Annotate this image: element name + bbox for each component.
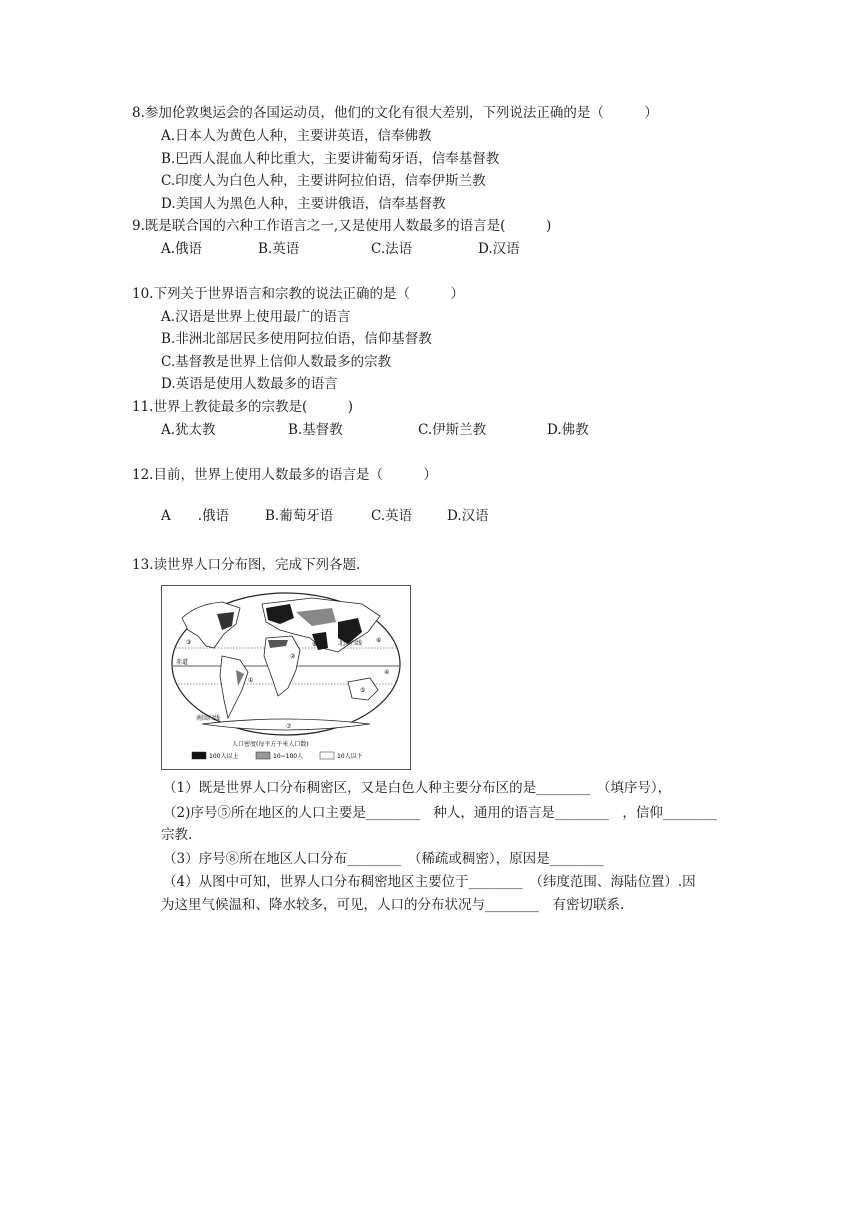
q10-option-d: D.英语是使用人数最多的语言 [161,376,338,392]
q10-option-b: B.非洲北部居民多使用阿拉伯语，信仰基督教 [161,331,432,347]
q13-sub-2-cont: 宗教. [161,827,193,843]
q11-option-d: D.佛教 [547,422,589,438]
q9-option-d: D.汉语 [478,241,520,257]
legend-dense-label: 100人以上 [209,753,239,760]
label-8: ⑧ [312,641,318,648]
world-population-map-figure [162,586,410,769]
legend-medium-label: 10~100人 [273,753,304,760]
legend-swatch-sparse [320,752,334,759]
q11-option-b: B.基督教 [288,422,343,438]
q9-stem: 9.既是联合国的六种工作语言之一,又是使用人数最多的语言是( ) [132,218,552,234]
q13-sub-3: （3）序号⑧所在地区人口分布________ （稀疏或稠密），原因是________ [163,851,604,867]
q11-stem: 11.世界上教徒最多的宗教是( ) [132,399,354,415]
q8-stem: 8.参加伦敦奥运会的各国运动员，他们的文化有很大差别，下列说法正确的是（ ） [132,105,658,121]
q11-option-c: C.伊斯兰教 [418,422,487,438]
q10-option-c: C.基督教是世界上信仰人数最多的宗教 [161,354,392,370]
legend-swatch-medium [256,752,270,759]
q13-sub-4-cont: 为这里气候温和、降水较多，可见，人口的分布状况与________ 有密切联系. [161,897,625,913]
q13-stem: 13.读世界人口分布图，完成下列各题. [132,557,361,573]
q12-option-d: D.汉语 [447,508,489,524]
equator-label: 赤道 [176,659,189,666]
q8-option-b: B.巴西人混血人种比重大，主要讲葡萄牙语，信奉基督教 [161,151,500,167]
label-4: ④ [384,669,390,676]
q9-option-c: C.法语 [371,241,413,257]
south-tropic-label: 南回归线 [196,715,221,722]
q12-option-a: A .俄语 [161,508,230,524]
q12-stem: 12.目前，世界上使用人数最多的语言是（ ） [132,467,437,483]
q10-option-a: A.汉语是世界上使用最广的语言 [161,309,351,325]
q9-option-b: B.英语 [258,241,300,257]
q8-option-a: A.日本人为黄色人种，主要讲英语，信奉佛教 [161,128,432,144]
legend-swatch-dense [192,752,206,759]
legend-sparse-label: 10人以下 [337,753,363,760]
q13-sub-4: （4）从图中可知，世界人口分布稠密地区主要位于________ （纬度范围、海陆位置）.因 [163,874,696,890]
legend-title: 人口密度(每平方千米人口数) [232,741,309,748]
q9-option-a: A.俄语 [161,241,203,257]
q8-option-d: D.美国人为黑色人种，主要讲俄语，信奉基督教 [161,196,446,212]
north-tropic-label: 北回归线 [338,640,363,647]
label-1: ① [248,677,254,684]
q11-option-a: A.犹太教 [161,422,216,438]
label-5: ⑤ [360,687,366,694]
label-3: ③ [186,639,192,646]
q12-option-b: B.葡萄牙语 [265,508,334,524]
label-7: ⑦ [286,723,292,730]
q8-option-c: C.印度人为白色人种，主要讲阿拉伯语，信奉伊斯兰教 [161,173,486,189]
q13-sub-2: （2)序号⑤所在地区的人口主要是________ 种人，通用的语言是________ ，信仰________ [163,805,717,821]
label-6: ⑥ [376,637,382,644]
label-2: ② [290,653,296,660]
q12-option-c: C.英语 [371,508,413,524]
world-population-map [161,585,411,770]
q10-stem: 10.下列关于世界语言和宗教的说法正确的是（ ） [132,286,464,302]
q13-sub-1: （1）既是世界人口分布稠密区，又是白色人种主要分布区的是________ （填序号）， [163,780,672,796]
